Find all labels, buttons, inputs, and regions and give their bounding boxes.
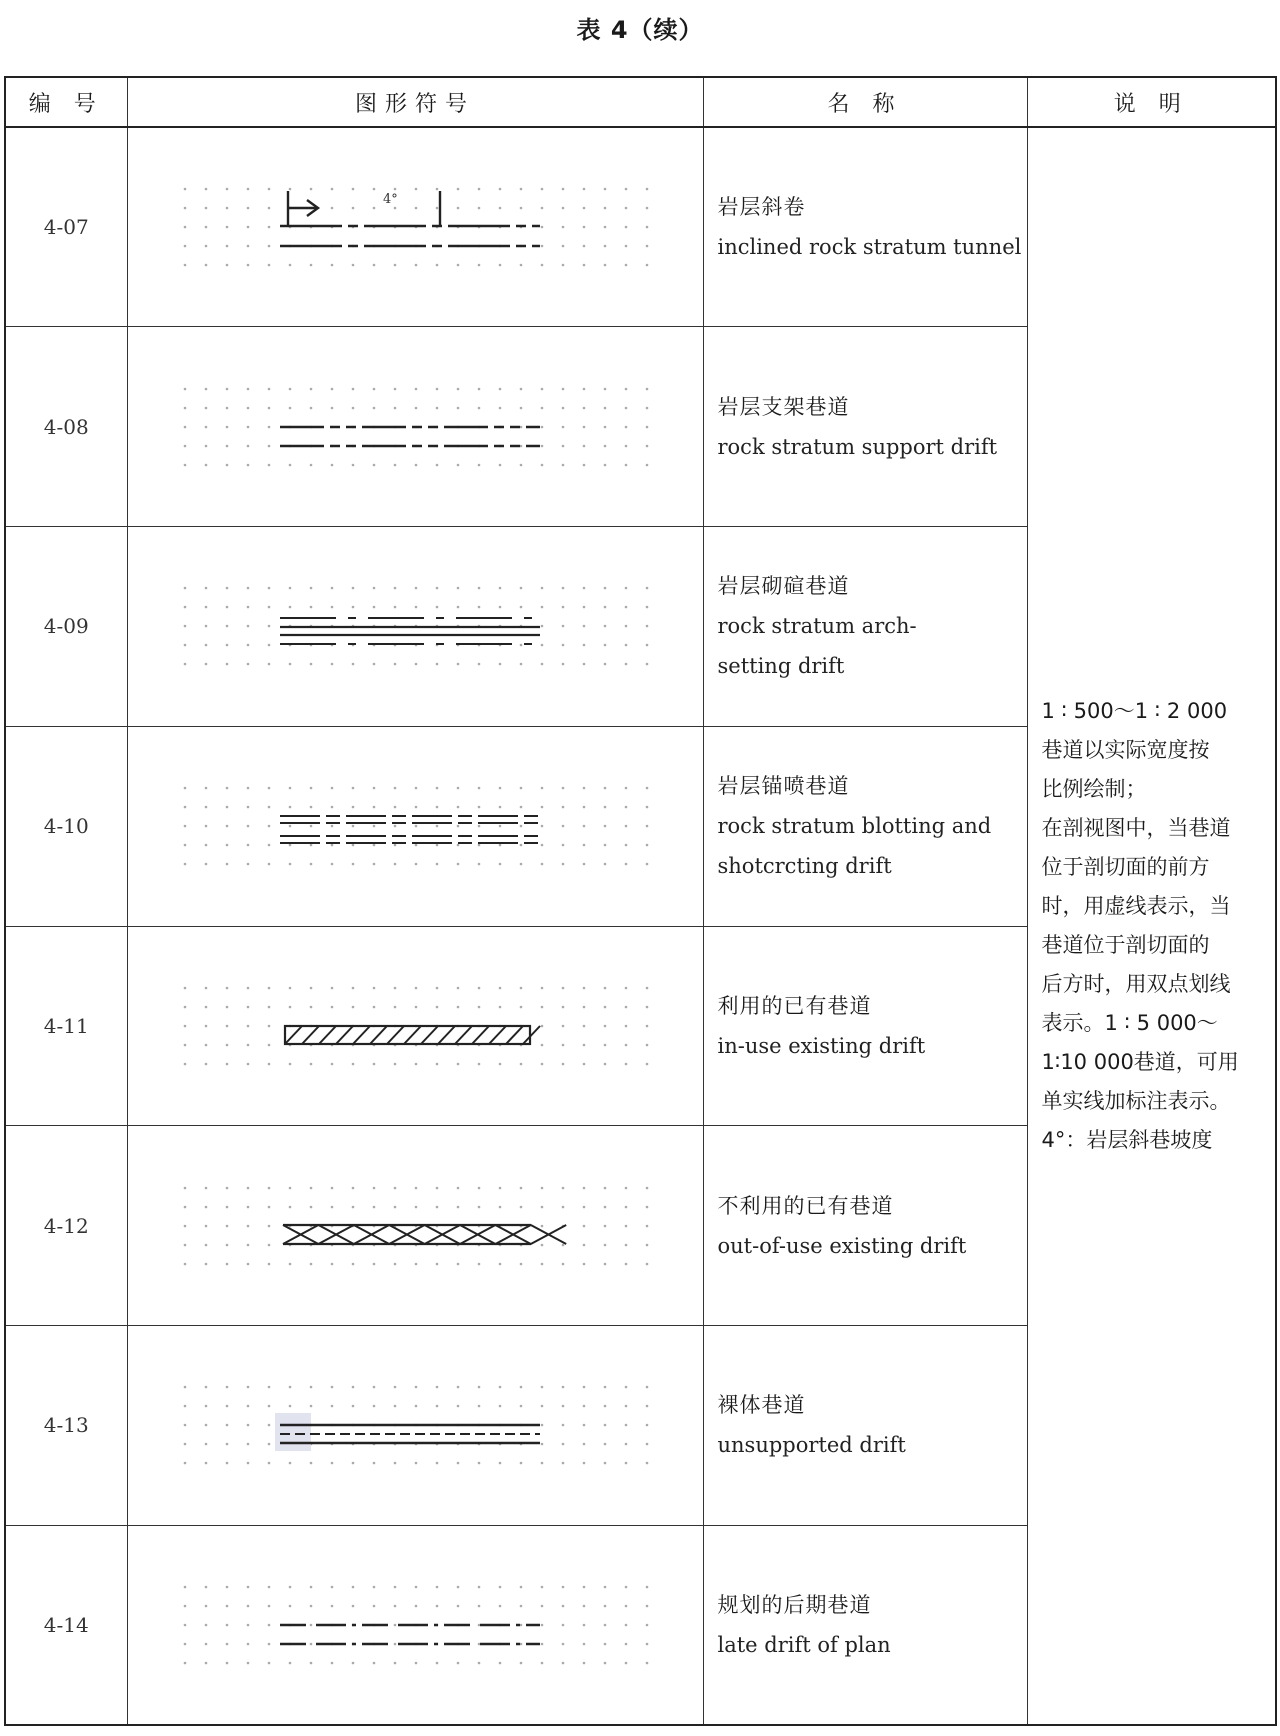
- name-en: inclined rock stratum tunnel: [717, 235, 1022, 260]
- symbol-cell: [127, 926, 703, 1126]
- header-row: [5, 77, 1276, 127]
- name-cn: 岩层斜卷: [717, 195, 806, 220]
- name-en: shotcrcting drift: [717, 854, 892, 879]
- name-cell: [703, 1326, 1027, 1526]
- name-cell: [703, 327, 1027, 527]
- note-cell: [1027, 127, 1276, 1725]
- name-cell: [703, 1525, 1027, 1725]
- name-cell: [703, 1126, 1027, 1326]
- code-cell: 4-08: [5, 327, 127, 527]
- table-row: [5, 127, 1276, 327]
- symbol-cell: [127, 1525, 703, 1725]
- code-cell: 4-11: [5, 926, 127, 1126]
- drift-symbol-4-13: [175, 1377, 655, 1473]
- code-cell: 4-09: [5, 527, 127, 727]
- symbol-lines: [280, 816, 540, 843]
- name-en: in-use existing drift: [717, 1033, 926, 1058]
- note-line: 1∶10 000巷道，可用: [1041, 1050, 1239, 1074]
- drift-symbol-4-09: [175, 578, 655, 674]
- note-line: 时，用虚线表示，当: [1041, 894, 1231, 918]
- grid-dots: [184, 787, 649, 866]
- symbol-lines: [283, 1225, 566, 1244]
- symbol-cell: [127, 1326, 703, 1526]
- table-caption: 表 4（续）: [576, 16, 704, 44]
- header-note: 说 明: [1027, 77, 1276, 127]
- header-name: 名 称: [703, 77, 1027, 127]
- symbol-lines: [280, 1625, 540, 1644]
- drift-symbol-4-07: [175, 179, 655, 275]
- name-cell: [703, 127, 1027, 327]
- name-en: rock stratum support drift: [717, 434, 998, 459]
- code-cell: 4-07: [5, 127, 127, 327]
- name-en: rock stratum arch-: [717, 614, 917, 639]
- drift-symbol-4-10: [175, 778, 655, 874]
- name-cn: 岩层支架巷道: [717, 394, 850, 419]
- note-line: 位于剖切面的前方: [1041, 855, 1210, 879]
- note-line: 单实线加标注表示。: [1041, 1089, 1231, 1113]
- note-line: 在剖视图中，当巷道: [1041, 816, 1231, 840]
- name-en: unsupported drift: [717, 1433, 906, 1458]
- symbol-cell: [127, 726, 703, 926]
- symbol-lines: [280, 427, 540, 446]
- symbol-lines: [285, 1026, 540, 1044]
- note-line: 1 ∶ 500～1 ∶ 2 000: [1041, 699, 1228, 723]
- name-en: setting drift: [717, 654, 845, 679]
- name-cell: [703, 926, 1027, 1126]
- drift-symbol-4-14: [175, 1577, 655, 1673]
- name-en: late drift of plan: [717, 1632, 891, 1657]
- name-en: rock stratum blotting and: [717, 814, 992, 839]
- slope-label: 4°: [383, 192, 398, 208]
- name-cn: 岩层砌碹巷道: [717, 574, 850, 599]
- name-cn: 不利用的已有巷道: [717, 1193, 894, 1218]
- name-cn: 岩层锚喷巷道: [717, 774, 850, 799]
- symbol-cell: [127, 1126, 703, 1326]
- name-cn: 利用的已有巷道: [717, 993, 872, 1018]
- drift-symbol-4-08: [175, 379, 655, 475]
- symbol-cell: [127, 327, 703, 527]
- symbol-lines: [280, 618, 540, 644]
- name-cell: [703, 527, 1027, 727]
- symbol-cell: [127, 527, 703, 727]
- name-cn: 裸体巷道: [717, 1393, 806, 1418]
- note-line: 比例绘制；: [1041, 777, 1147, 801]
- code-cell: 4-14: [5, 1525, 127, 1725]
- drift-symbol-4-11: [175, 978, 655, 1074]
- table-body: [5, 127, 1276, 1725]
- symbol-lines: [280, 191, 540, 246]
- drift-symbol-4-12: [175, 1178, 655, 1274]
- code-cell: 4-13: [5, 1326, 127, 1526]
- name-cn: 规划的后期巷道: [717, 1592, 872, 1617]
- header-code: 编 号: [5, 77, 127, 127]
- symbol-table: [4, 76, 1277, 1726]
- note-line: 巷道以实际宽度按: [1041, 738, 1210, 762]
- header-symbol: 图形符号: [127, 77, 703, 127]
- note-line: 后方时，用双点划线: [1041, 972, 1231, 996]
- note-line: 4°：岩层斜巷坡度: [1041, 1128, 1213, 1152]
- name-en: out-of-use existing drift: [717, 1233, 967, 1258]
- name-cell: [703, 726, 1027, 926]
- code-cell: 4-12: [5, 1126, 127, 1326]
- symbol-lines: [275, 1413, 540, 1451]
- note-line: 表示。1 ∶ 5 000～: [1041, 1011, 1218, 1035]
- symbol-cell: [127, 127, 703, 327]
- code-cell: 4-10: [5, 726, 127, 926]
- note-line: 巷道位于剖切面的: [1041, 933, 1210, 957]
